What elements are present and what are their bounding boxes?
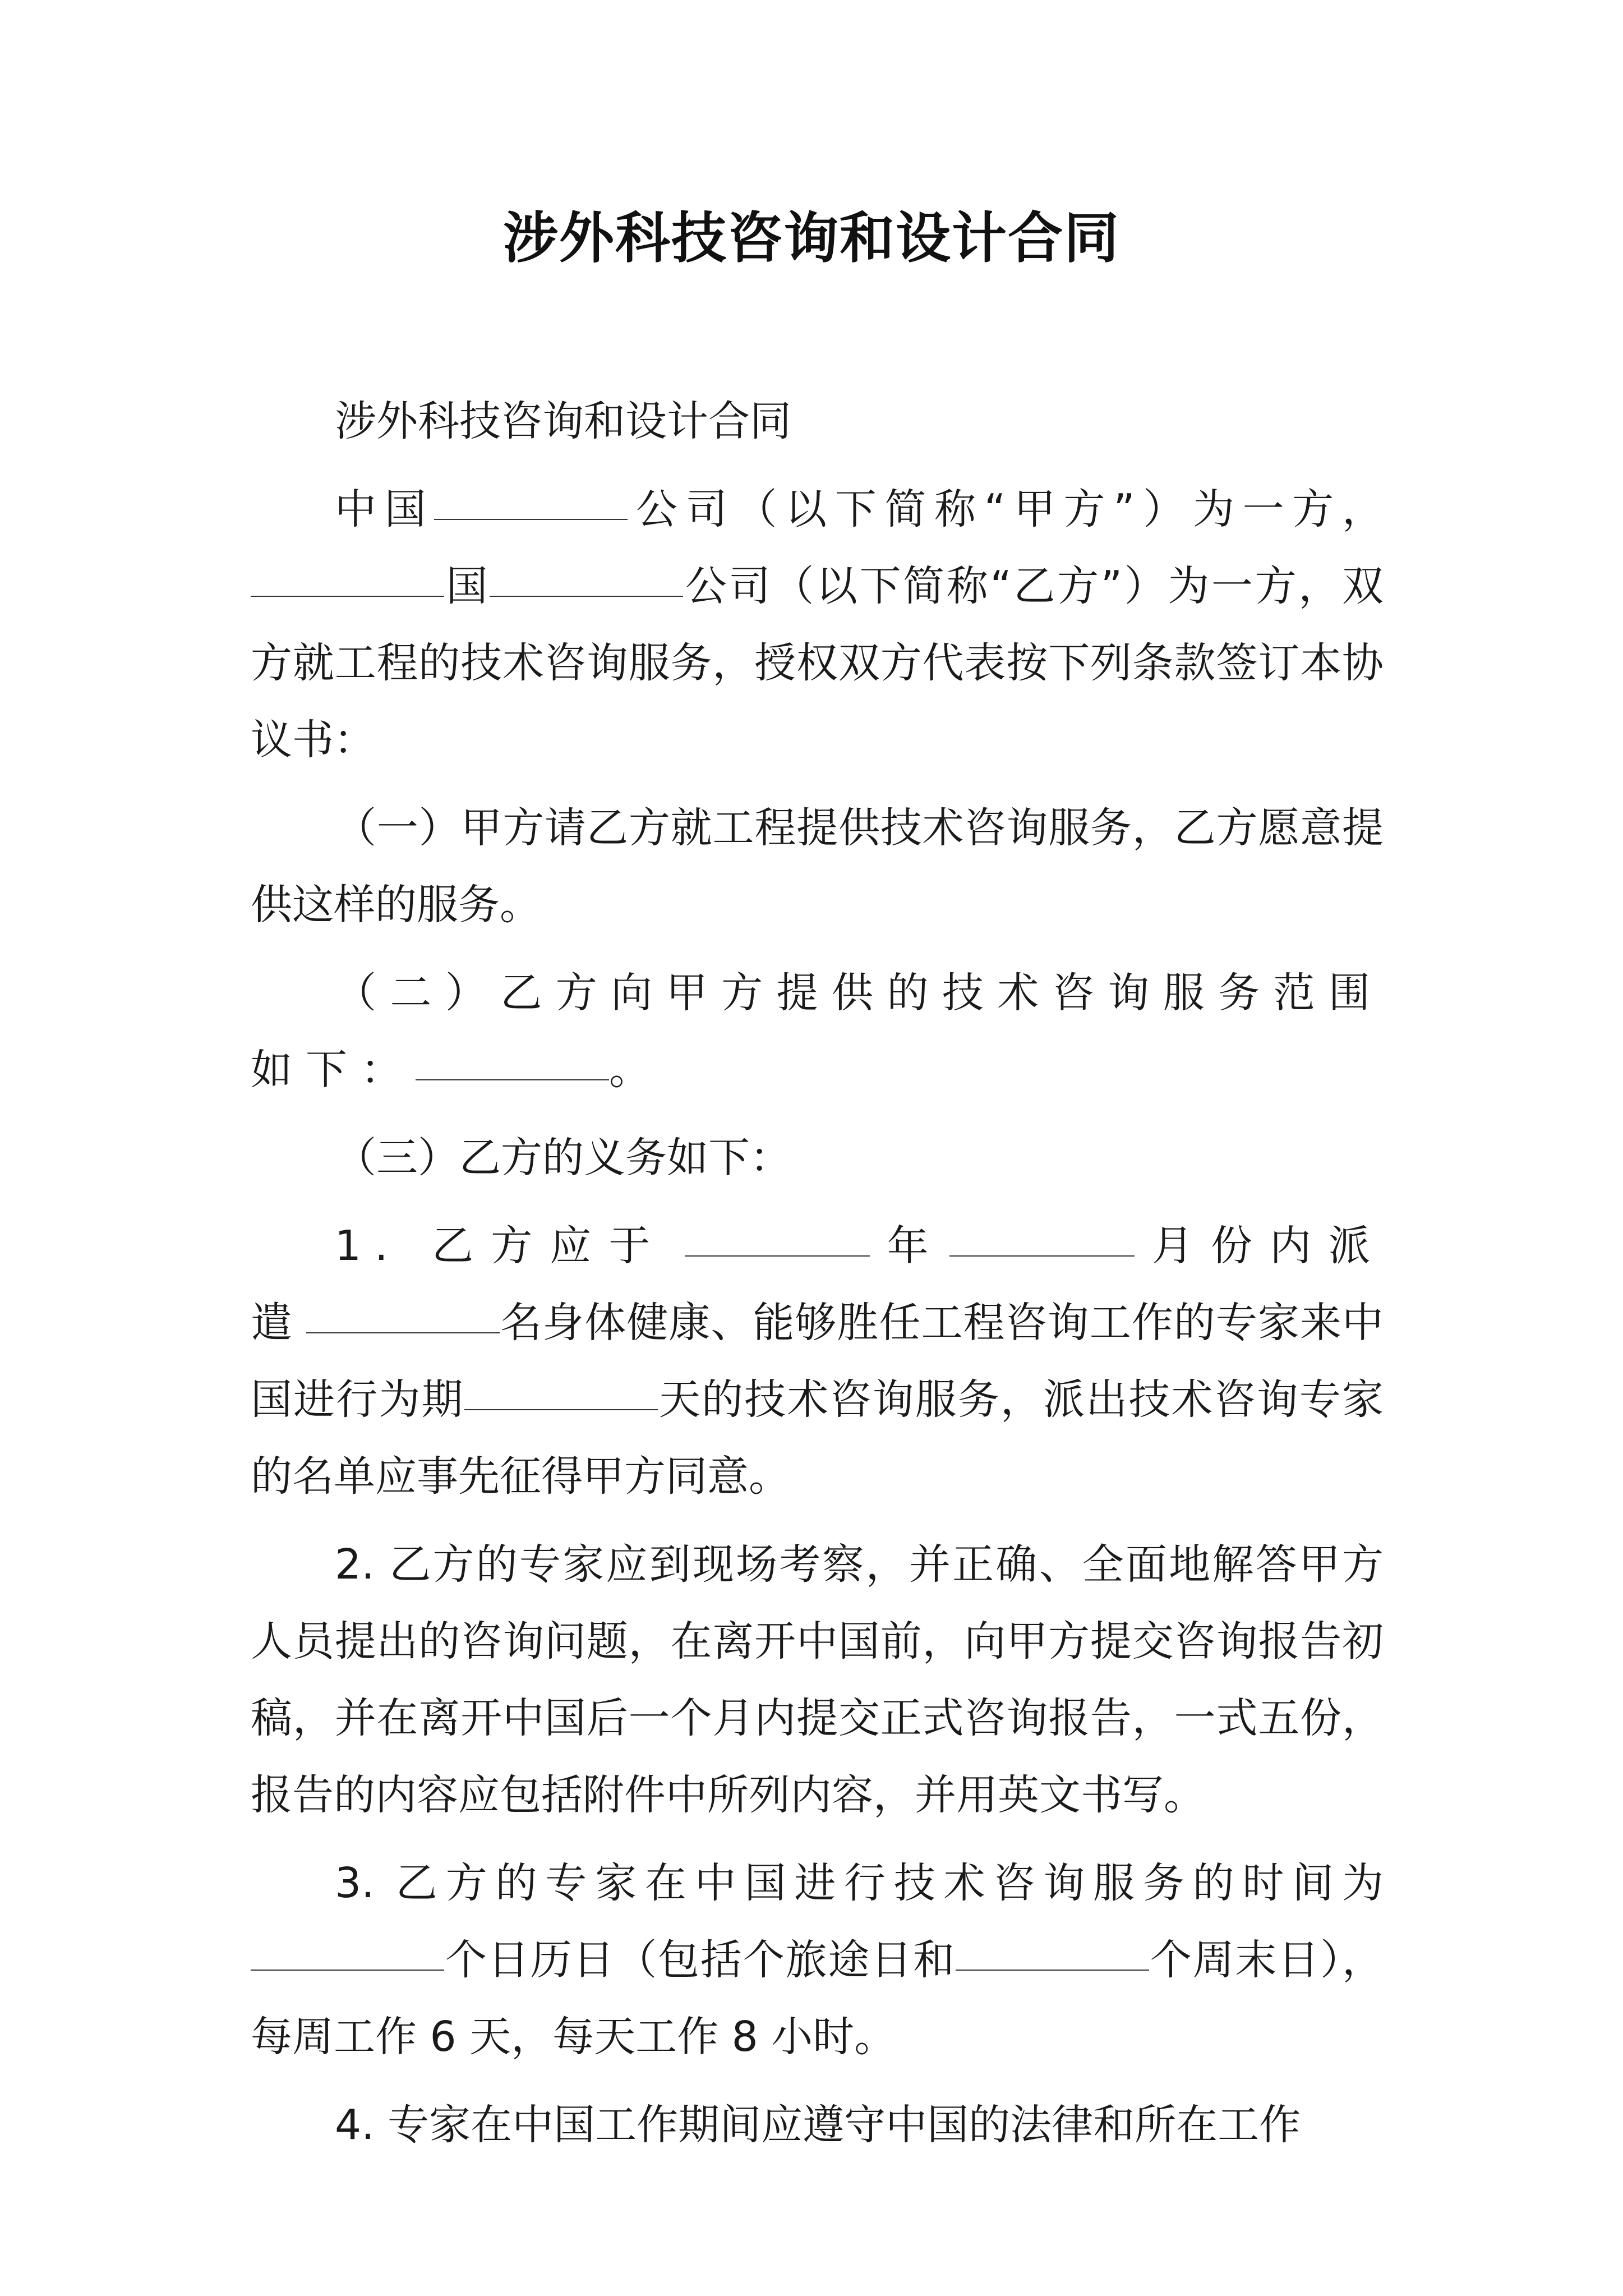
document-body [251, 383, 1384, 2164]
item-3-b: 个日历日（包括个旅途日和 [444, 1936, 956, 1984]
clause-3-text: （三）乙方的义务如下： [335, 1134, 791, 1182]
party-b-name-blank [490, 596, 683, 597]
clause-1-text: （一）甲方请乙方就工程提供技术咨询服务，乙方愿意提供这样的服务。 [251, 804, 1384, 929]
item-1-e: 天的技术咨询服务，派出技术咨询专家的名单应事先征得甲方同意。 [251, 1375, 1384, 1501]
party-b-continuation: 双方就工程的技术咨询服务，授权双方代表按下列条款签订本协议书： [251, 562, 1384, 764]
item-1-d: 名身体健康、能够胜任工程咨询工作的专家来中国进行为期 [251, 1299, 1384, 1424]
party-b-mid: 国 [444, 562, 490, 610]
party-a-paragraph [251, 471, 1384, 779]
item-2-text: 2. 乙方的专家应到现场考察，并正确、全面地解答甲方人员提出的咨询问题，在离开中国前，向甲方提交咨询报告初稿，并在离开中国后一个月内提交正式咨询报告，一式五份，报告的内容应包括附件中所列内容，并用英文书写。 [251, 1540, 1384, 1819]
party-a-prefix: 中国 [335, 485, 435, 533]
clause-1-paragraph [251, 790, 1384, 944]
item-1-b: 年 [887, 1222, 933, 1270]
party-b-country-blank [251, 596, 444, 597]
item-4-paragraph [251, 2087, 1384, 2164]
item-1-count-blank [306, 1332, 500, 1333]
item-3-c: 个周末日），每周工作 6 天，每天工作 8 小时。 [251, 1936, 1384, 2061]
item-1-days-blank [464, 1409, 658, 1410]
clause-2-end: 。 [609, 1046, 651, 1094]
document-title: 涉外科技咨询和设计合同 [502, 206, 1120, 270]
clause-2-scope-blank [416, 1079, 609, 1080]
item-4-text: 4. 专家在中国工作期间应遵守中国的法律和所在工作 [335, 2101, 1301, 2149]
item-2-paragraph [251, 1526, 1384, 1834]
item-1-year-blank [685, 1255, 870, 1257]
item-1-c: 月份内派遣 [251, 1222, 1384, 1347]
item-3-a: 3. 乙方的专家在中国进行技术咨询服务的时间为 [335, 1859, 1384, 1907]
item-1-month-blank [949, 1255, 1135, 1257]
item-1-a: 1. 乙方应于 [335, 1222, 668, 1270]
item-3-paragraph [251, 1845, 1384, 2076]
clause-2-text: （二）乙方向甲方提供的技术咨询服务范围如下： [251, 969, 1384, 1094]
document-subtitle [251, 383, 1384, 460]
clause-3-paragraph [251, 1120, 1384, 1197]
clause-2-paragraph [251, 955, 1384, 1108]
item-3-days-blank [251, 1970, 444, 1971]
item-1-paragraph [251, 1208, 1384, 1515]
party-a-name-blank [434, 519, 628, 520]
party-b-suffix: 公司（以下简称“乙方”）为一方， [683, 562, 1342, 610]
subtitle-text: 涉外科技咨询和设计合同 [335, 397, 791, 445]
party-a-suffix: 公司（以下简称“甲方”）为一方， [628, 485, 1384, 533]
item-3-weekend-blank [956, 1970, 1149, 1971]
